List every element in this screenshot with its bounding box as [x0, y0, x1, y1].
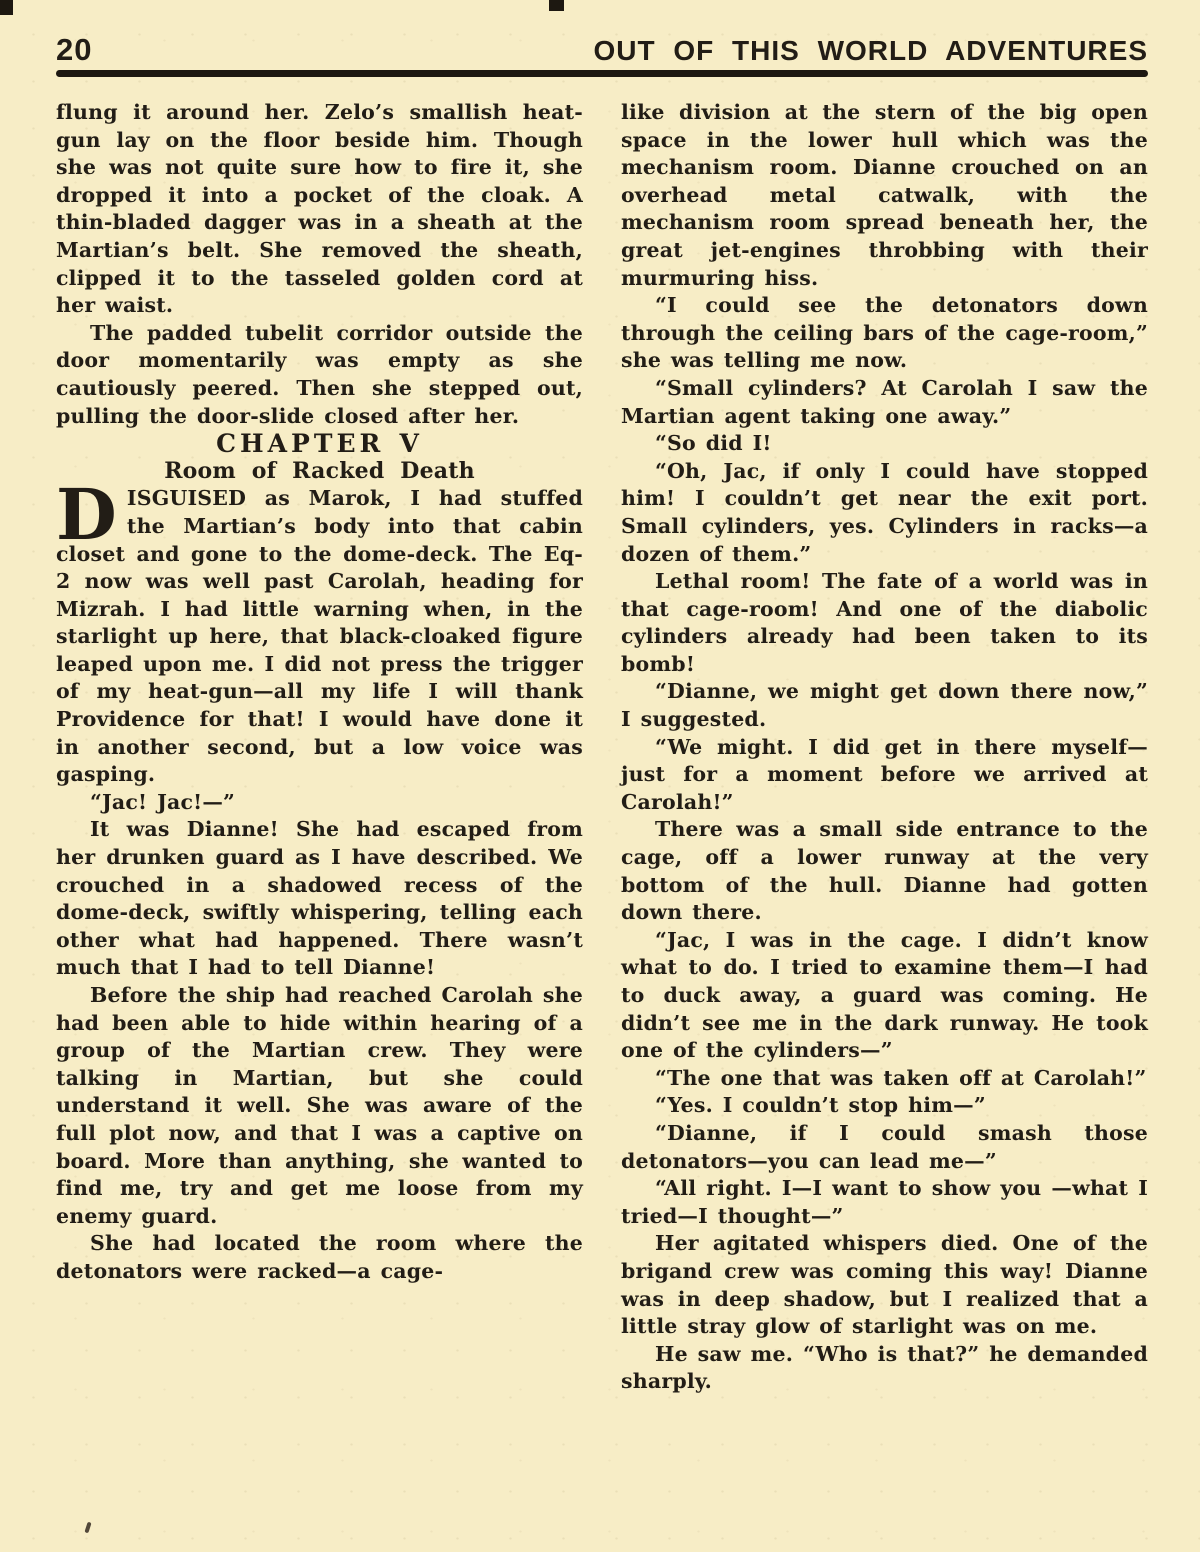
paragraph: “Yes. I couldn’t stop him—”	[655, 1093, 986, 1118]
chapter-heading: CHAPTER V	[216, 429, 423, 459]
paragraph: Her agitated whispers died. One of the brigand crew was coming this way! Dianne was in deep shadow, but I realized that a little stray glow of starlight was on me.	[621, 1231, 1148, 1339]
paragraph: He saw me. “Who is that?” he demanded sharply.	[621, 1341, 1148, 1394]
paragraph: “We might. I did get in there myself—just for a moment before we arrived at Carolah!”	[621, 734, 1148, 814]
paragraph: “So did I!	[655, 431, 772, 456]
paragraph: flung it around her. Zelo’s smallish heat-gun lay on the floor beside him. Though she was not quite sure how to fire it, she dropped it into a pocket of the cloak. A thin-bladed dagger was in a sheath at the Martian’s belt. She removed the sheath, clipped it to the tasseled golden cord at her waist.	[56, 100, 583, 318]
right-column	[621, 99, 1148, 1396]
paragraph: “All right. I—I want to show you —what I tried—I thought—”	[621, 1176, 1148, 1228]
paragraph: “Jac, I was in the cage. I didn’t know what to do. I tried to examine them—I had to duck away, a guard was coming. He didn’t see me in the dark runway. He took one of the cylinders—”	[621, 927, 1148, 1063]
running-header	[56, 34, 1148, 65]
drop-cap: D	[56, 473, 117, 557]
paragraph: “Dianne, we might get down there now,” I suggested.	[621, 679, 1148, 732]
chapter-subtitle: Room of Racked Death	[164, 457, 475, 484]
paragraph: Lethal room! The fate of a world was in that cage-room! And one of the diabolic cylinders already had been taken to its bomb!	[621, 569, 1148, 676]
print-speck-bottom-left	[84, 1522, 91, 1534]
left-column	[56, 99, 583, 1396]
magazine-title: OUT OF THIS WORLD ADVENTURES	[593, 35, 1148, 66]
paragraph: “Dianne, if I could smash those detonators—you can lead me—”	[621, 1120, 1148, 1173]
paragraph: “The one that was taken off at Carolah!”	[655, 1065, 1147, 1090]
dropcap-paragraph	[56, 473, 583, 789]
paragraph: Before the ship had reached Carolah she had been able to hide within hearing of a group of the Martian crew. They were talking in Martian, but she could understand it well. She was aware of the full plot now, and that I was a captive on board. More than anything, she wanted to find me, try and get me loose from my enemy guard.	[56, 983, 583, 1228]
paragraph: The padded tubelit corridor outside the door momentarily was empty as she cautiously peered. Then she stepped out, pulling the door-slide closed after her.	[56, 320, 583, 428]
paragraph: There was a small side entrance to the cage, off a lower runway at the very bottom of the hull. Dianne had gotten down there.	[621, 817, 1148, 925]
paragraph: She had located the room where the detonators were racked—a cage-	[56, 1231, 583, 1283]
paragraph: “I could see the detonators down through the ceiling bars of the cage-room,” she was telling me now.	[621, 293, 1148, 373]
page-number: 20	[56, 32, 93, 67]
header-rule	[56, 70, 1148, 77]
paragraph: “Small cylinders? At Carolah I saw the Martian agent taking one away.”	[621, 375, 1148, 428]
paragraph: like division at the stern of the big open space in the lower hull which was the mechanism room. Dianne crouched on an overhead metal catwalk, with the mechanism room spread beneath her, the great jet-engines throbbing with their murmuring hiss.	[621, 100, 1148, 290]
paragraph: “Oh, Jac, if only I could have stopped him! I couldn’t get near the exit port. Small cylinders, yes. Cylinders in racks—a dozen of them.”	[621, 458, 1148, 566]
text-columns	[56, 99, 1148, 1396]
paragraph: It was Dianne! She had escaped from her drunken guard as I have described. We crouched in a shadowed recess of the dome-deck, swiftly whispering, telling each other what had happened. There wasn’t much that I had to tell Dianne!	[56, 817, 583, 980]
dropcap-paragraph-text: ISGUISED as Marok, I had stuffed the Martian’s body into that cabin closet and gone to the dome-deck. The Eq-2 now was well past Carolah, heading for Mizrah. I had little warning when, in the starlight up here, that black-cloaked figure leaped upon me. I did not press the trigger of my heat-gun—all my life I will thank Providence for that! I would have done it in another second, but a low voice was gasping.	[56, 486, 583, 787]
paragraph: “Jac! Jac!—”	[90, 789, 236, 814]
